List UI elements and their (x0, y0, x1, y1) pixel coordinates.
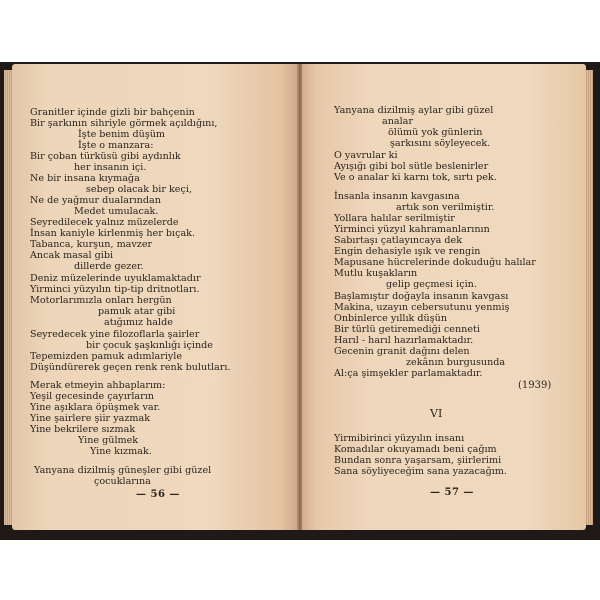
poem-line: Yirmibirinci yüzyılın insanı (334, 433, 465, 444)
poem-line: atığımız halde (104, 317, 173, 328)
poem-line: Mapusane hücrelerinde dokuduğu halılar (334, 257, 536, 268)
poem-line: İnsanla insanın kavgasına (334, 191, 460, 202)
left-page (12, 64, 298, 530)
poem-line: Bir çoban türküsü gibi aydınlık (30, 151, 181, 162)
page-edges-right (585, 70, 593, 525)
poem-line: Gecenin granit dağını delen (334, 346, 470, 357)
poem-line: bir çocuk şaşkınlığı içinde (86, 340, 213, 351)
poem-line: O yavrular ki (334, 150, 398, 161)
poem-line: pamuk atar gibi (98, 306, 176, 317)
poem-line: Düşündürerek geçen renk renk bulutları. (30, 362, 231, 373)
poem-line: İnsan kaniyle kirlenmiş her bıçak. (30, 228, 196, 239)
poem-line: Sana söyliyeceğim sana yazacağım. (334, 466, 507, 477)
poem-line: Yine kızmak. (90, 446, 152, 457)
poem-line: her insanın içi. (74, 162, 147, 173)
poem-line: Engin dehasiyle ışık ve rengin (334, 246, 481, 257)
poem-line: Yine gülmek (78, 435, 139, 446)
poem-line: Yine şairlere şiir yazmak (30, 413, 151, 424)
poem-line: Bir türlü getiremediği cenneti (334, 324, 480, 335)
poem-line: gelip geçmesi için. (386, 279, 477, 290)
poem-line: Motorlarımızla onları hergün (30, 295, 172, 306)
poem-line: Başlamıştır doğayla insanın kavgası (334, 291, 509, 302)
poem-line: Bir şarkının sihriyle görmek açıldığını, (30, 118, 218, 129)
poem-line: Bundan sonra yaşarsam, şiirlerimi (334, 455, 502, 466)
poem-line: Yirminci yüzyıl kahramanlarının (334, 224, 490, 235)
poem-line: artık son verilmiştir. (396, 202, 495, 213)
poem-line: Yollara halılar serilmiştir (334, 213, 455, 224)
poem-line: Deniz müzelerinde uyuklamaktadır (30, 273, 201, 284)
poem-line: Komadılar okuyamadı beni çağım (334, 444, 497, 455)
poem-line: Yine aşıklara öpüşmek var. (30, 402, 161, 413)
poem-line: Seyredecek yine filozoflarla şairler (30, 329, 200, 340)
poem-line: çocuklarına (94, 476, 151, 487)
poem-line: sebep olacak bir keçi, (86, 184, 192, 195)
poem-line: şarkısını söyleyecek. (390, 138, 491, 149)
poem-line: Onbinlerce yıllık düşün (334, 313, 448, 324)
poem-line: Yine bekrilere sızmak (30, 424, 136, 435)
page-number: — 56 — (136, 489, 180, 500)
poem-line: Tabanca, kurşun, mavzer (30, 239, 153, 250)
poem-line: zekânın burgusunda (406, 357, 506, 368)
poem-line: Yeşil gecesinde çayırların (30, 391, 154, 402)
poem-line: Seyredilecek yalnız müzelerde (30, 217, 179, 228)
poem-line: Mutlu kuşakların (334, 268, 418, 279)
poem-line: Makina, uzayın cebersutunu yenmiş (334, 302, 510, 313)
poem-line: Ve o analar ki karnı tok, sırtı pek. (334, 172, 497, 183)
poem-line: dillerde gezer. (74, 261, 144, 272)
poem-line: Ancak masal gibi (30, 250, 114, 261)
poem-line: Granitler içinde gizli bir bahçenin (30, 107, 195, 118)
poem-line: Yanyana dizilmiş güneşler gibi güzel (34, 465, 212, 476)
poem-line: Medet umulacak. (74, 206, 159, 217)
poem-line: Al:ça şimşekler parlamaktadır. (334, 368, 483, 379)
poem-line: analar (382, 116, 413, 127)
poem-line: İşte o manzara: (78, 140, 154, 151)
poem-line: Yirminci yüzyılın tip-tip dritnotları. (30, 284, 200, 295)
poem-line: ölümü yok günlerin (388, 127, 483, 138)
poem-line: Ne de yağmur dualarından (30, 195, 161, 206)
poem-line: Harıl - harıl hazırlamaktadır. (334, 335, 474, 346)
poem-date: (1939) (518, 380, 552, 391)
poem-line: İşte benim düşüm (78, 129, 166, 140)
right-page (302, 64, 586, 530)
section-heading: VI (430, 407, 443, 420)
poem-line: Tepemizden pamuk adımlariyle (30, 351, 183, 362)
poem-line: Sabırtaşı çatlayıncaya dek (334, 235, 463, 246)
poem-line: Merak etmeyin ahbaplarım: (30, 380, 166, 391)
poem-line: Ne bir insana kıymağa (30, 173, 140, 184)
page-number: — 57 — (430, 487, 474, 498)
poem-line: Yanyana dizilmiş aylar gibi güzel (334, 105, 494, 116)
poem-line: Ayışığı gibi bol sütle beslenirler (334, 161, 489, 172)
